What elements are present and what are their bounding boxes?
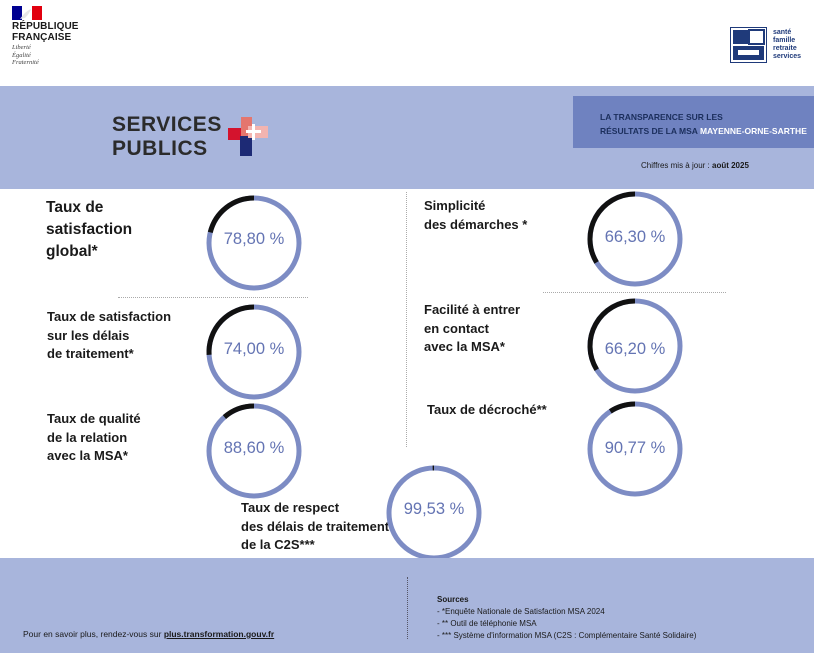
gauge-value-decroche: 90,77 % [604,439,666,457]
indicator-label-decroche: Taux de décroché** [427,402,547,417]
gauge-value-simplicite: 66,30 % [604,228,666,246]
transparence-box [573,96,814,148]
indicator-label-qualite-relation: Taux de qualité de la relation avec la MSA* [47,411,141,463]
source-item: - ** Outil de téléphonie MSA [437,619,537,628]
indicator-label-facilite-contact: Facilité à entrer en contact avec la MSA* [424,302,521,354]
column-separator [406,192,407,447]
row-separator-right [543,292,726,293]
transformation-link[interactable]: plus.transformation.gouv.fr [163,629,275,639]
indicator-label-satisfaction-delais: Taux de satisfaction sur les délais de traitement* [47,309,172,361]
indicator-label-satisfaction-global: Taux de satisfaction global* [46,199,133,260]
msa-logo [730,27,767,63]
gauge-value-satisfaction-delais: 74,00 % [223,340,285,358]
gauge-value-satisfaction-global: 78,80 % [223,230,285,248]
msa-tagline: santé famille retraite services [773,29,802,60]
source-item: - *** Système d'information MSA (C2S : Complémentaire Santé Solidaire) [437,631,697,640]
republique-francaise-title: RÉPUBLIQUE FRANÇAISE [12,21,79,43]
source-item: - *Enquête Nationale de Satisfaction MSA 2024 [437,607,605,616]
indicator-label-respect-delais-c2s: Taux de respect des délais de traitement de la C2S*** [241,500,390,552]
more-info-text: Pour en savoir plus, rendez-vous sur plus.transformation.gouv.fr [23,629,275,639]
region-name: MAYENNE-ORNE-SARTHE [699,126,807,136]
gauge-value-facilite-contact: 66,20 % [604,340,666,358]
transparence-line-1: LA TRANSPARENCE SUR LES [600,112,723,122]
update-date: Chiffres mis à jour : août 2025 [641,161,749,170]
transparence-line-2: RÉSULTATS DE LA MSA MAYENNE-ORNE-SARTHE [600,126,807,136]
marianne-flag-logo [12,6,42,20]
services-publics-cross-icon [226,114,270,158]
indicator-label-simplicite: Simplicité des démarches * [424,198,528,232]
sources-title: Sources [437,595,469,604]
republic-motto: Liberté Égalité Fraternité [12,44,39,66]
services-publics-title: SERVICES PUBLICS [112,113,222,160]
footer-separator [407,577,408,639]
row-separator-left [118,297,308,298]
gauge-value-qualite-relation: 88,60 % [223,439,285,457]
gauge-value-respect-delais-c2s: 99,53 % [403,500,465,518]
